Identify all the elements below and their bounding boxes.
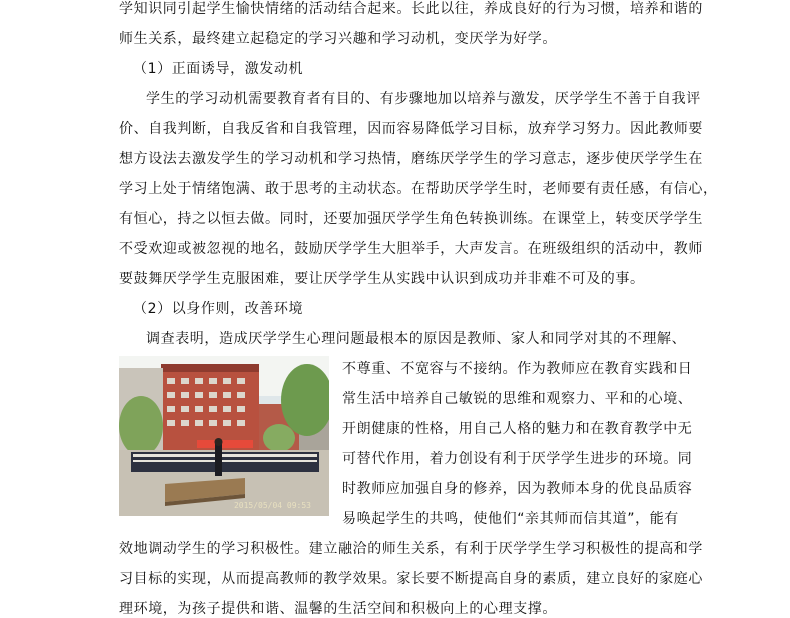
text-line-6: 想方设法去激发学生的学习动机和学习热情，磨练厌学学生的学习意志，逐步使厌学学生在 (119, 151, 703, 167)
school-assembly-photo (119, 356, 329, 516)
text-line-12: 调查表明，造成厌学学生心理问题最根本的原因是教师、家人和同学对其的不理解、 (146, 331, 687, 347)
text-line-9: 不受欢迎或被忽视的地名，鼓励厌学学生大胆举手，大声发言。在班级组织的活动中，教师 (119, 241, 703, 257)
text-line-1: 学知识同引起学生愉快情绪的活动结合起来。长此以往，养成良好的行为习惯，培养和谐的 (119, 1, 703, 17)
text-line-19: 效地调动学生的学习积极性。建立融洽的师生关系，有利于厌学学生学习积极性的提高和学 (119, 541, 703, 557)
section-heading-2: （2）以身作则，改善环境 (133, 301, 304, 317)
photo-timestamp: 2015/05/04 09:53 (233, 501, 311, 510)
text-line-7: 学习上处于情绪饱满、敢于思考的主动状态。在帮助厌学学生时，老师要有责任感，有信心， (119, 181, 718, 197)
text-line-4: 学生的学习动机需要教育者有目的、有步骤地加以培养与激发，厌学学生不善于自我评 (146, 91, 701, 107)
text-line-8: 有恒心，持之以恒去做。同时，还要加强厌学学生角色转换训练。在课堂上，转变厌学学生 (119, 211, 703, 227)
text-line-16: 可替代作用，着力创设有利于厌学学生进步的环境。同 (342, 451, 693, 467)
text-line-21: 理环境，为孩子提供和谐、温馨的生活空间和积极向上的心理支撑。 (119, 601, 557, 617)
text-line-20: 习目标的实现，从而提高教师的教学效果。家长要不断提高自身的素质，建立良好的家庭心 (119, 571, 703, 587)
text-line-17: 时教师应加强自身的修养，因为教师本身的优良品质容 (342, 481, 693, 497)
text-line-5: 价、自我判断，自我反省和自我管理，因而容易降低学习目标，放弃学习努力。因此教师要 (119, 121, 703, 137)
text-line-18: 易唤起学生的共鸣，使他们“亲其师而信其道”，能有 (342, 511, 679, 527)
section-heading-1: （1）正面诱导，激发动机 (133, 61, 304, 77)
text-line-14: 常生活中培养自己敏锐的思维和观察力、平和的心境、 (342, 391, 693, 407)
photo-illustration (119, 356, 329, 516)
text-line-10: 要鼓舞厌学学生克服困难，要让厌学学生从实践中认识到成功并非难不可及的事。 (119, 271, 645, 287)
text-line-13: 不尊重、不宽容与不接纳。作为教师应在教育实践和日 (342, 361, 693, 377)
text-line-15: 开朗健康的性格，用自己人格的魅力和在教育教学中无 (342, 421, 693, 437)
text-line-2: 师生关系，最终建立起稳定的学习兴趣和学习动机，变厌学为好学。 (119, 31, 557, 47)
